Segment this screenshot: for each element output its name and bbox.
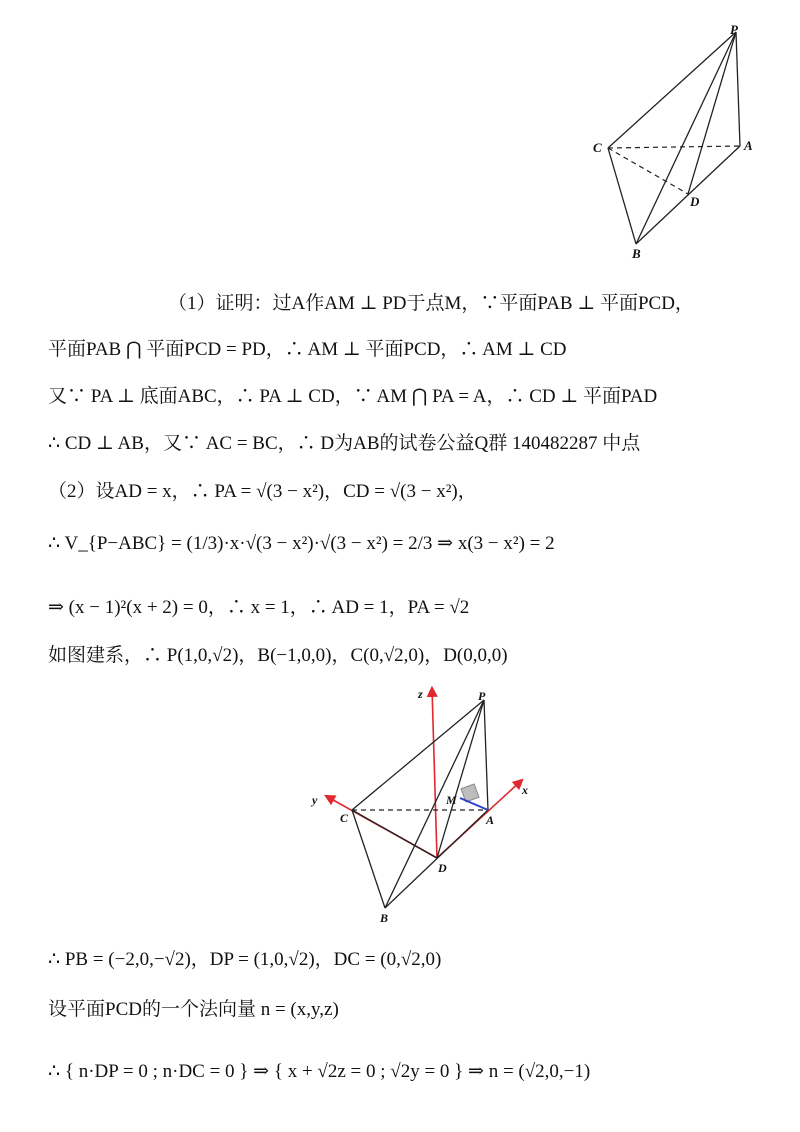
label2-b: B — [380, 911, 389, 925]
label2-z: z — [418, 687, 423, 701]
solution-line-1: （1）证明：过A作AM ⊥ PD于点M，∵平面PAB ⊥ 平面PCD， — [168, 293, 694, 314]
label2-m: M — [446, 793, 457, 807]
label-c: C — [593, 140, 602, 155]
axis-z — [432, 688, 437, 858]
solution-line-8: 如图建系，∴ P(1,0,√2)，B(−1,0,0)，C(0,√2,0)，D(0,0,0) — [48, 645, 508, 666]
label2-y: y — [312, 793, 318, 807]
edge2-cb — [352, 810, 385, 908]
edge-ab — [636, 146, 740, 244]
label2-d: D — [438, 861, 447, 875]
solution-line-2: 平面PAB ⋂ 平面PCD = PD，∴ AM ⊥ 平面PCD，∴ AM ⊥ CD — [48, 339, 567, 360]
label-p: P — [730, 22, 738, 37]
label-a: A — [744, 138, 753, 153]
edge2-cd — [352, 810, 437, 858]
edge-pb — [636, 32, 736, 244]
label2-c: C — [340, 811, 349, 825]
label-d: D — [690, 194, 700, 209]
segment-am — [460, 798, 488, 810]
edge-ca-dashed — [608, 146, 740, 148]
solution-line-10: 设平面PCD的一个法向量 n = (x,y,z) — [48, 999, 339, 1020]
edge2-pa — [484, 700, 488, 810]
edge2-pb — [385, 700, 484, 908]
edge-pc — [608, 32, 736, 148]
label2-x: x — [522, 783, 528, 797]
solution-line-6: ∴ V_{P−ABC} = (1/3)·x·√(3 − x²)·√(3 − x²) = 2/3 ⇒ x(3 − x²) = 2 — [48, 533, 555, 554]
edge-cb — [608, 148, 636, 244]
edge-pa — [736, 32, 740, 146]
solution-line-11: ∴ { n·DP = 0 ; n·DC = 0 } ⇒ { x + √2z = 0 ; √2y = 0 } ⇒ n = (√2,0,−1) — [48, 1061, 591, 1082]
figure-1-tetrahedron — [588, 22, 768, 262]
solution-line-3: 又∵ PA ⊥ 底面ABC，∴ PA ⊥ CD，∵ AM ⋂ PA = A，∴ CD ⊥ 平面PAD — [48, 386, 658, 407]
label2-p: P — [478, 689, 486, 703]
edge2-pd — [437, 700, 484, 858]
solution-line-4: ∴ CD ⊥ AB，又∵ AC = BC，∴ D为AB的试卷公益Q群 140482287 中点 — [48, 433, 641, 454]
edge-pd — [688, 32, 736, 194]
label2-a: A — [486, 813, 495, 827]
solution-line-5: （2）设AD = x，∴ PA = √(3 − x²)，CD = √(3 − x²)， — [48, 481, 477, 502]
solution-line-9: ∴ PB = (−2,0,−√2)，DP = (1,0,√2)，DC = (0,√2,0) — [48, 949, 442, 970]
solution-line-7: ⇒ (x − 1)²(x + 2) = 0，∴ x = 1，∴ AD = 1，PA = √2 — [48, 597, 470, 618]
figure-2-coordinate-system — [300, 680, 540, 930]
label-b: B — [632, 246, 641, 261]
